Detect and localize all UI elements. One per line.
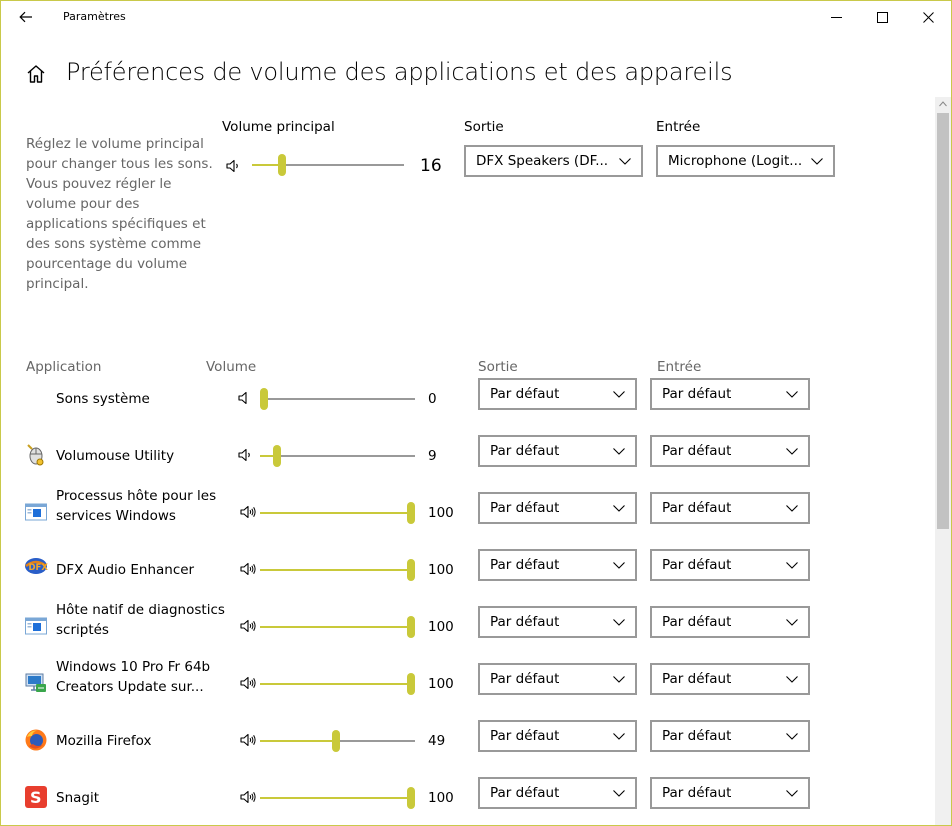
app-row xyxy=(1,656,931,713)
master-volume-thumb[interactable] xyxy=(278,154,286,176)
app-output-value: Par défaut xyxy=(490,386,560,402)
app-input-value: Par défaut xyxy=(662,785,732,801)
app-name: DFX Audio Enhancer xyxy=(56,562,195,578)
window-title: Paramètres xyxy=(63,10,126,23)
chevron-down-icon xyxy=(785,502,799,514)
app-volume-slider[interactable] xyxy=(260,455,415,457)
app-name: Snagit xyxy=(56,790,100,806)
app-volume-fill xyxy=(260,683,411,685)
app-row xyxy=(1,485,931,542)
close-button[interactable] xyxy=(905,1,951,33)
chevron-down-icon xyxy=(612,445,626,457)
app-output-dropdown[interactable] xyxy=(478,720,637,752)
app-name: Sons système xyxy=(56,391,150,407)
speaker-loud-icon[interactable] xyxy=(239,561,259,577)
app-volume-slider[interactable] xyxy=(260,398,415,400)
app-volume-value: 0 xyxy=(428,391,437,407)
chevron-down-icon xyxy=(785,787,799,799)
app-volume-thumb[interactable] xyxy=(407,673,415,695)
speaker-loud-icon[interactable] xyxy=(239,504,259,520)
chevron-down-icon xyxy=(612,559,626,571)
app-input-value: Par défaut xyxy=(662,671,732,687)
app-volume-value: 100 xyxy=(428,790,454,806)
maximize-button[interactable] xyxy=(859,1,905,33)
app-volume-thumb[interactable] xyxy=(273,445,281,467)
app-input-dropdown[interactable] xyxy=(650,663,810,695)
app-volume-thumb[interactable] xyxy=(260,388,268,410)
app-input-value: Par défaut xyxy=(662,386,732,402)
minimize-button[interactable] xyxy=(813,1,859,33)
app-output-value: Par défaut xyxy=(490,443,560,459)
app-volume-value: 49 xyxy=(428,733,446,749)
chevron-down-icon xyxy=(785,388,799,400)
app-input-value: Par défaut xyxy=(662,614,732,630)
app-volume-fill xyxy=(260,569,411,571)
column-application: Application xyxy=(26,359,102,375)
home-button[interactable] xyxy=(25,63,47,85)
chevron-up-icon xyxy=(939,101,947,107)
app-input-dropdown[interactable] xyxy=(650,435,810,467)
app-volume-value: 100 xyxy=(428,505,454,521)
chevron-down-icon xyxy=(612,787,626,799)
app-name: Mozilla Firefox xyxy=(56,733,152,749)
app-input-dropdown[interactable] xyxy=(650,606,810,638)
volumouse-icon xyxy=(24,443,48,467)
app-input-dropdown[interactable] xyxy=(650,492,810,524)
app-output-value: Par défaut xyxy=(490,671,560,687)
app-volume-value: 100 xyxy=(428,562,454,578)
app-row xyxy=(1,599,931,656)
master-volume-label: Volume principal xyxy=(222,119,335,135)
master-output-dropdown[interactable] xyxy=(464,145,643,177)
app-volume-fill xyxy=(260,626,411,628)
close-icon xyxy=(923,12,934,23)
app-row xyxy=(1,770,931,826)
app-volume-slider[interactable] xyxy=(260,740,415,742)
master-input-dropdown[interactable] xyxy=(656,145,835,177)
scrollbar[interactable] xyxy=(935,97,951,826)
minimize-icon xyxy=(831,12,842,23)
app-input-value: Par défaut xyxy=(662,500,732,516)
app-volume-value: 100 xyxy=(428,676,454,692)
app-input-value: Par défaut xyxy=(662,443,732,459)
app-volume-slider[interactable] xyxy=(260,512,415,514)
app-output-dropdown[interactable] xyxy=(478,435,637,467)
speaker-icon[interactable] xyxy=(225,158,241,174)
app-output-dropdown[interactable] xyxy=(478,663,637,695)
speaker-icon[interactable] xyxy=(237,390,253,406)
master-output-label: Sortie xyxy=(464,119,504,135)
app-volume-value: 100 xyxy=(428,619,454,635)
app-name: Processus hôte pour les services Windows xyxy=(56,488,217,524)
app-name: Windows 10 Pro Fr 64b Creators Update sur... xyxy=(56,659,211,695)
app-output-dropdown[interactable] xyxy=(478,378,637,410)
app-volume-thumb[interactable] xyxy=(407,559,415,581)
app-volume-fill xyxy=(260,740,336,742)
home-icon xyxy=(25,63,47,85)
app-volume-slider[interactable] xyxy=(260,683,415,685)
intro-description: Réglez le volume principal pour changer tous les sons. Vous pouvez régler le volume pour des applications spécifiques et des sons système comme pourcentage du volume principal. xyxy=(26,136,213,292)
app-input-dropdown[interactable] xyxy=(650,549,810,581)
maximize-icon xyxy=(877,12,888,23)
app-volume-thumb[interactable] xyxy=(407,502,415,524)
page-title: Préférences de volume des applications et des appareils xyxy=(66,58,733,86)
chevron-down-icon xyxy=(785,559,799,571)
speaker-loud-icon[interactable] xyxy=(239,675,259,691)
app-volume-slider[interactable] xyxy=(260,797,415,799)
chevron-down-icon xyxy=(810,155,824,167)
master-output-value: DFX Speakers (DF... xyxy=(476,153,609,169)
app-output-dropdown[interactable] xyxy=(478,777,637,809)
app-output-value: Par défaut xyxy=(490,785,560,801)
speaker-loud-icon[interactable] xyxy=(239,618,259,634)
app-volume-slider[interactable] xyxy=(260,569,415,571)
chevron-down-icon xyxy=(612,673,626,685)
window-app-icon xyxy=(24,500,48,524)
master-input-value: Microphone (Logit... xyxy=(668,153,803,169)
app-row xyxy=(1,713,931,770)
app-output-value: Par défaut xyxy=(490,557,560,573)
app-input-dropdown[interactable] xyxy=(650,777,810,809)
scroll-thumb[interactable] xyxy=(937,113,949,529)
app-output-value: Par défaut xyxy=(490,614,560,630)
app-volume-slider[interactable] xyxy=(260,626,415,628)
chevron-down-icon xyxy=(785,445,799,457)
vm-icon xyxy=(24,671,48,695)
svg-text:DFX: DFX xyxy=(28,563,48,573)
app-name: Hôte natif de diagnostics scriptés xyxy=(56,602,225,638)
window-app-icon xyxy=(24,614,48,638)
app-output-dropdown[interactable] xyxy=(478,549,637,581)
app-row xyxy=(1,542,931,599)
chevron-down-icon xyxy=(612,730,626,742)
scroll-up-button[interactable] xyxy=(935,97,951,111)
app-volume-fill xyxy=(260,797,411,799)
speaker-loud-icon[interactable] xyxy=(239,732,259,748)
column-volume: Volume xyxy=(206,359,257,375)
app-volume-thumb[interactable] xyxy=(407,787,415,809)
app-output-dropdown[interactable] xyxy=(478,606,637,638)
app-input-dropdown[interactable] xyxy=(650,720,810,752)
chevron-down-icon xyxy=(785,616,799,628)
svg-text:S: S xyxy=(30,788,42,807)
app-row xyxy=(1,371,931,428)
app-volume-thumb[interactable] xyxy=(407,616,415,638)
app-input-value: Par défaut xyxy=(662,557,732,573)
column-output: Sortie xyxy=(478,359,518,375)
chevron-down-icon xyxy=(612,502,626,514)
back-button[interactable] xyxy=(11,5,41,29)
master-input-label: Entrée xyxy=(656,119,701,135)
app-output-dropdown[interactable] xyxy=(478,492,637,524)
back-arrow-icon xyxy=(19,11,33,23)
chevron-down-icon xyxy=(618,155,632,167)
title-bar xyxy=(1,1,951,33)
chevron-down-icon xyxy=(785,673,799,685)
column-input: Entrée xyxy=(657,359,702,375)
app-volume-fill xyxy=(260,512,411,514)
snagit-icon xyxy=(24,785,48,809)
app-volume-value: 9 xyxy=(428,448,437,464)
speaker-loud-icon[interactable] xyxy=(239,789,259,805)
chevron-down-icon xyxy=(785,730,799,742)
app-name: Volumouse Utility xyxy=(56,448,175,464)
dfx-icon xyxy=(24,554,48,578)
speaker-icon[interactable] xyxy=(237,447,253,463)
app-input-dropdown[interactable] xyxy=(650,378,810,410)
firefox-icon xyxy=(24,728,48,752)
chevron-down-icon xyxy=(612,388,626,400)
app-output-value: Par défaut xyxy=(490,728,560,744)
app-row xyxy=(1,428,931,485)
chevron-down-icon xyxy=(612,616,626,628)
master-volume-value: 16 xyxy=(420,156,442,176)
app-input-value: Par défaut xyxy=(662,728,732,744)
app-volume-thumb[interactable] xyxy=(332,730,340,752)
app-output-value: Par défaut xyxy=(490,500,560,516)
master-volume-slider[interactable] xyxy=(252,164,404,166)
